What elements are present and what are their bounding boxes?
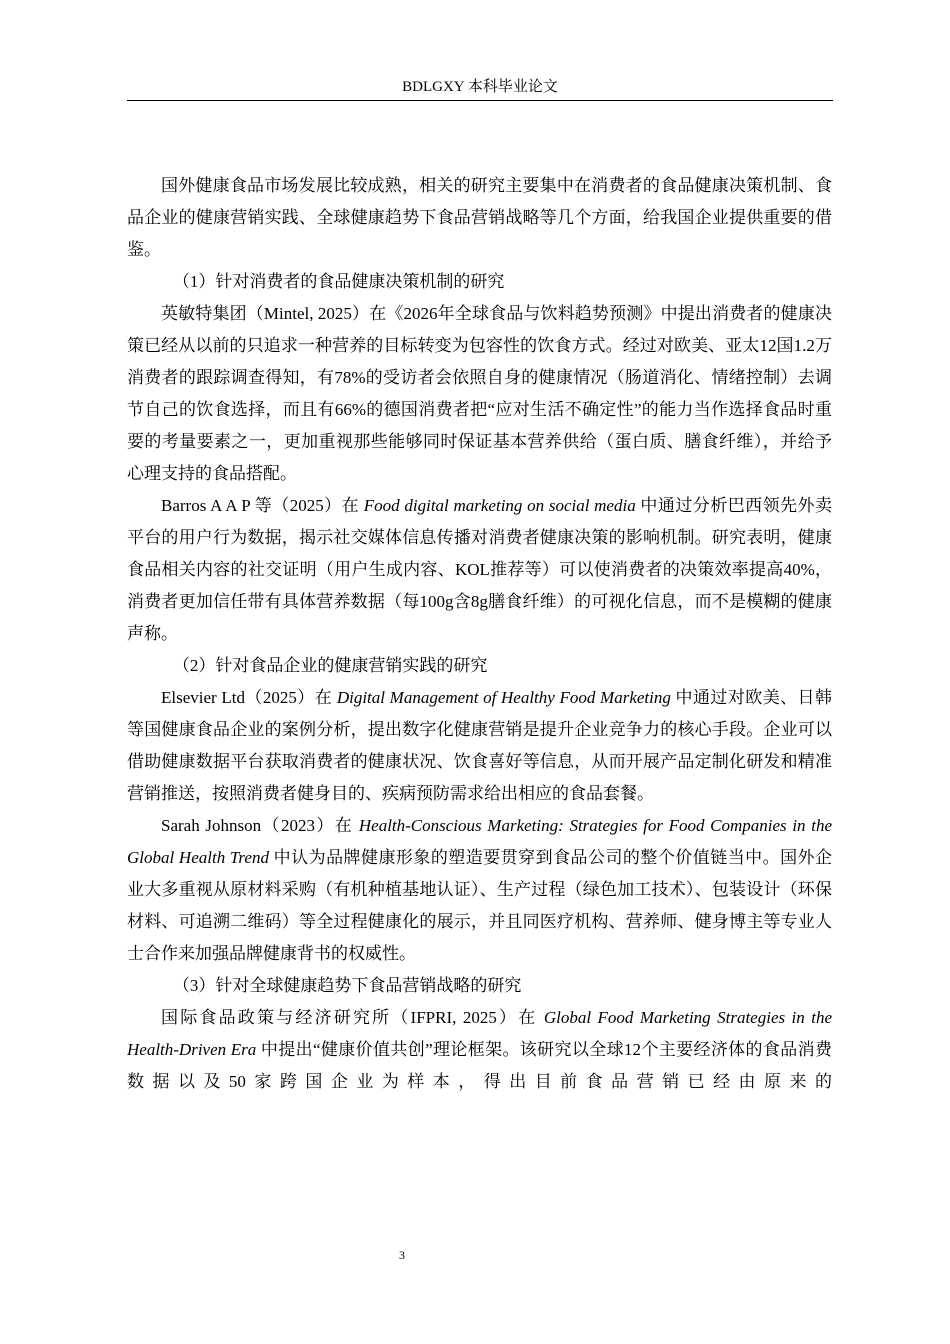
citation-lead: Sarah Johnson（2023）在: [161, 816, 359, 835]
body-text: [127, 170, 832, 1098]
citation-body: 中提出“健康价值共创”理论框架。该研究以全球12个主要经济体的食品消费数据以及50家跨国企业为样本，得出目前食品营销已经由原来的: [127, 1040, 833, 1091]
header-rule: [127, 100, 833, 101]
citation-body: 中认为品牌健康形象的塑造要贯穿到食品公司的整个价值链当中。国外企业大多重视从原材料采购（有机种植基地认证）、生产过程（绿色加工技术）、包装设计（环保材料、可追溯二维码）等全过程健康化的展示，并且同医疗机构、营养师、健身博主等专业人士合作来加强品牌健康背书的权威性。: [127, 848, 832, 963]
paragraph-ifpri: [127, 1002, 832, 1098]
citation-body: 中通过对欧美、日韩等国健康食品企业的案例分析，提出数字化健康营销是提升企业竞争力的核心手段。企业可以借助健康数据平台获取消费者的健康状况、饮食喜好等信息，从而开展产品定制化研发和精准营销推送，按照消费者健身目的、疾病预防需求给出相应的食品套餐。: [127, 688, 832, 803]
work-title: Health-Conscious Marketing: Strategies for Food Companies in the Global Health Trend: [127, 816, 832, 867]
work-title: Food digital marketing on social media: [363, 496, 636, 515]
section-heading-2: （2）针对食品企业的健康营销实践的研究: [172, 656, 488, 675]
page-number: 3: [399, 1248, 405, 1262]
paragraph-mintel: 英敏特集团（Mintel, 2025）在《2026年全球食品与饮料趋势预测》中提出消费者的健康决策已经从以前的只追求一种营养的目标转变为包容性的饮食方式。经过对欧美、亚太12国1.2万消费者的跟踪调查得知，有78%的受访者会依照自身的健康情况（肠道消化、情绪控制）去调节自己的饮食选择，而且有66%的德国消费者把“应对生活不确定性”的能力当作选择食品时重要的考量要素之一，更加重视那些能够同时保证基本营养供给（蛋白质、膳食纤维），并给予心理支持的食品搭配。: [127, 304, 832, 483]
paragraph-barros: [127, 490, 832, 650]
paragraph-johnson: [127, 810, 832, 970]
section-heading-3: （3）针对全球健康趋势下食品营销战略的研究: [172, 976, 522, 995]
section-heading-1: （1）针对消费者的食品健康决策机制的研究: [172, 272, 505, 291]
paragraph-intro: 国外健康食品市场发展比较成熟，相关的研究主要集中在消费者的食品健康决策机制、食品企业的健康营销实践、全球健康趋势下食品营销战略等几个方面，给我国企业提供重要的借鉴。: [127, 176, 832, 259]
citation-lead: Barros A A P 等（2025）在: [161, 496, 364, 515]
paragraph-elsevier: [127, 682, 832, 810]
work-title: Global Food Marketing Strategies in the Health-Driven Era: [127, 1008, 832, 1059]
citation-body: 中通过分析巴西领先外卖平台的用户行为数据，揭示社交媒体信息传播对消费者健康决策的影响机制。研究表明，健康食品相关内容的社交证明（用户生成内容、KOL推荐等）可以使消费者的决策效率提高40%，消费者更加信任带有具体营养数据（每100g含8g膳食纤维）的可视化信息，而不是模糊的健康声称。: [127, 496, 833, 643]
citation-lead: Elsevier Ltd（2025）在: [161, 688, 337, 707]
running-header: BDLGXY 本科毕业论文: [402, 79, 558, 95]
work-title: Digital Management of Healthy Food Marketing: [336, 688, 671, 707]
citation-lead: 国际食品政策与经济研究所（IFPRI, 2025）在: [161, 1008, 544, 1027]
